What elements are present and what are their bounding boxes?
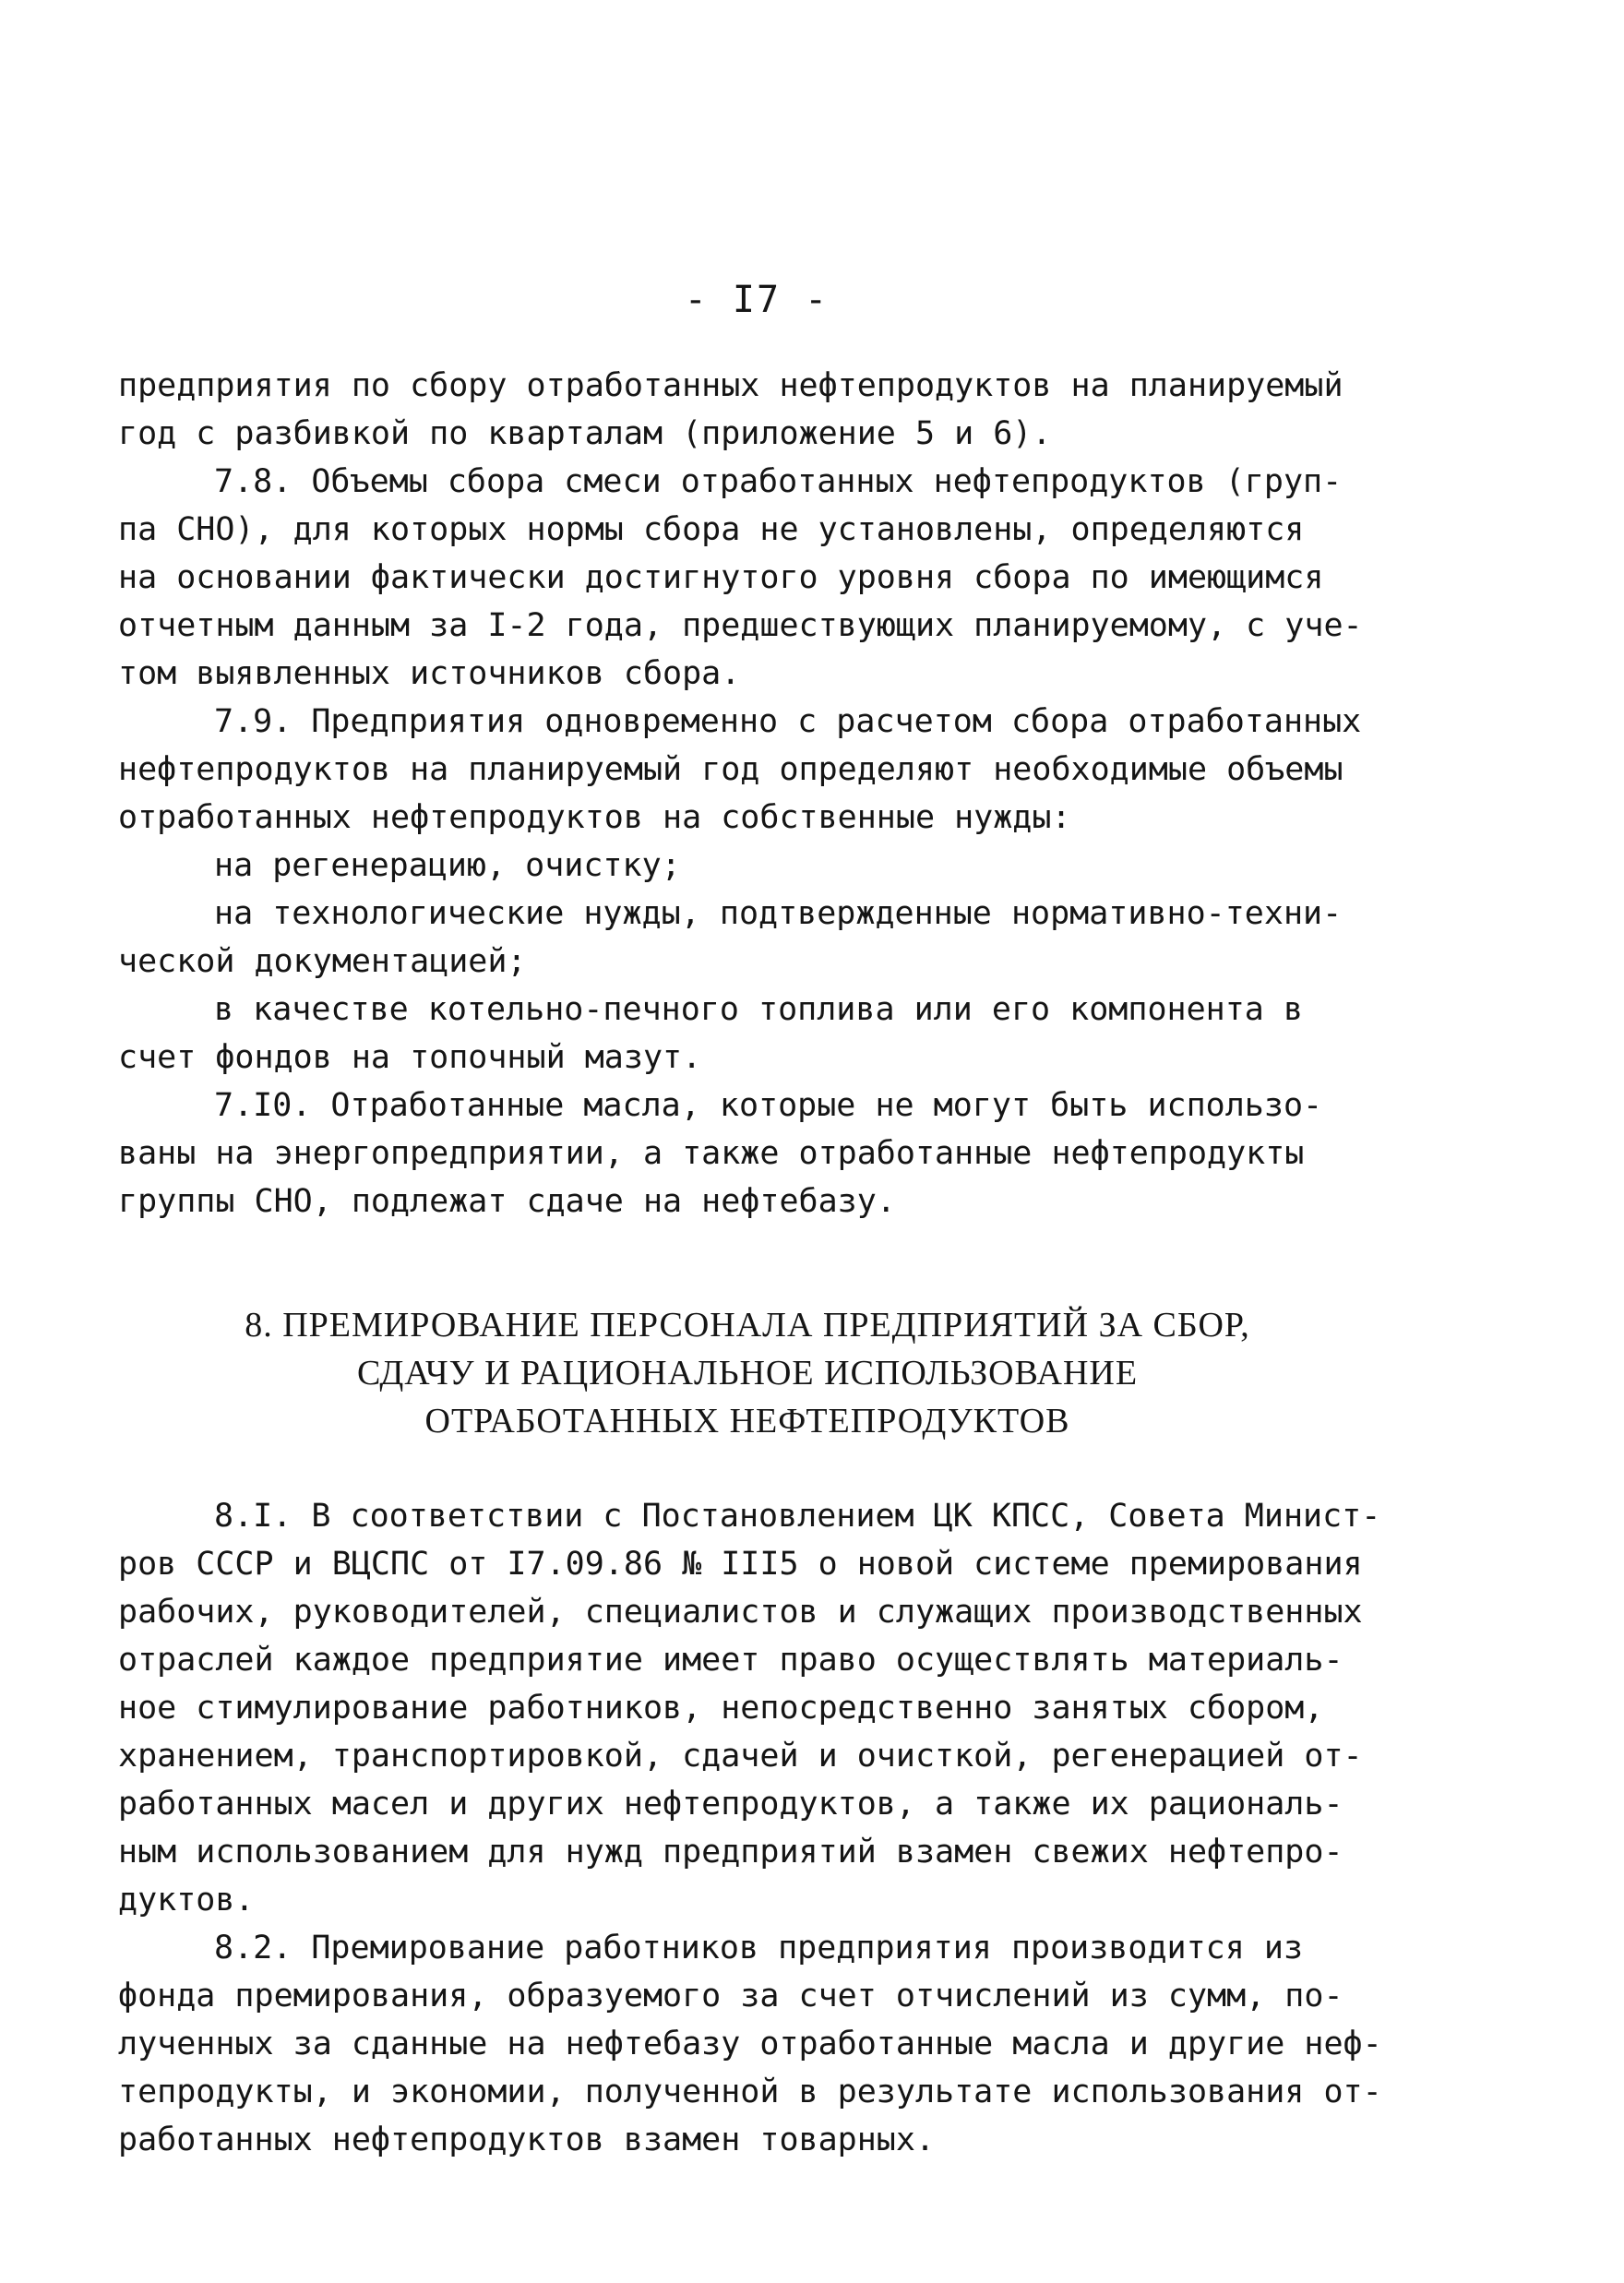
- text-line: ческой документацией;: [118, 943, 527, 980]
- section-8-text: [118, 1492, 1410, 2164]
- text-line: лученных за сданные на нефтебазу отработанные масла и другие неф-: [118, 2026, 1382, 2062]
- heading-line: ОТРАБОТАННЫХ НЕФТЕПРОДУКТОВ: [424, 1402, 1070, 1440]
- paragraph-8-1-start: 8.I. В соответствии с Постановлением ЦК КПСС, Совета Минист-: [214, 1498, 1381, 1535]
- text-line: том выявленных источников сбора.: [118, 655, 741, 692]
- text-line: счет фондов на топочный мазут.: [118, 1039, 702, 1076]
- text-line: нефтепродуктов на планируемый год определяют необходимые объемы: [118, 751, 1343, 788]
- section-8-heading: [0, 1301, 1495, 1445]
- text-line: год с разбивкой по кварталам (приложение 5 и 6).: [118, 415, 1052, 452]
- text-line: ров СССР и ВЦСПС от I7.09.86 № III5 о новой системе премирования: [118, 1546, 1363, 1583]
- paragraph-7-8-start: 7.8. Объемы сбора смеси отработанных нефтепродуктов (груп-: [214, 463, 1343, 500]
- heading-line: СДАЧУ И РАЦИОНАЛЬНОЕ ИСПОЛЬЗОВАНИЕ: [356, 1354, 1139, 1393]
- list-item: на технологические нужды, подтвержденные нормативно-техни-: [214, 895, 1343, 932]
- text-line: ное стимулирование работников, непосредственно занятых сбором,: [118, 1690, 1324, 1727]
- text-line: па СНО), для которых нормы сбора не установлены, определяются: [118, 511, 1305, 548]
- text-line: отраслей каждое предприятие имеет право осуществлять материаль-: [118, 1642, 1343, 1679]
- text-line: группы СНО, подлежат сдаче на нефтебазу.: [118, 1183, 896, 1220]
- text-line: отработанных нефтепродуктов на собственные нужды:: [118, 799, 1071, 836]
- text-line: работанных нефтепродуктов взамен товарных.: [118, 2122, 936, 2158]
- text-line: хранением, транспортировкой, сдачей и очисткой, регенерацией от-: [118, 1738, 1363, 1775]
- text-line: фонда премирования, образуемого за счет отчислений из сумм, по-: [118, 1978, 1343, 2014]
- text-line: работанных масел и других нефтепродуктов, а также их рациональ-: [118, 1786, 1343, 1823]
- paragraph-8-2-start: 8.2. Премирование работников предприятия производится из: [214, 1930, 1304, 1966]
- text-line: отчетным данным за I-2 года, предшествующих планируемому, с уче-: [118, 607, 1363, 644]
- heading-line: 8. ПРЕМИРОВАНИЕ ПЕРСОНАЛА ПРЕДПРИЯТИЙ ЗА СБОР,: [245, 1306, 1250, 1345]
- paragraph-7-9-start: 7.9. Предприятия одновременно с расчетом сбора отработанных: [214, 703, 1362, 740]
- list-item: на регенерацию, очистку;: [214, 847, 681, 884]
- paragraph-7-10-start: 7.I0. Отработанные масла, которые не могут быть использо-: [214, 1087, 1323, 1124]
- text-line: предприятия по сбору отработанных нефтепродуктов на планируемый: [118, 367, 1343, 404]
- text-line: тепродукты, и экономии, полученной в результате использования от-: [118, 2074, 1382, 2110]
- text-line: ваны на энергопредприятии, а также отработанные нефтепродукты: [118, 1135, 1305, 1172]
- text-line: ным использованием для нужд предприятий взамен свежих нефтепро-: [118, 1834, 1343, 1871]
- text-line: дуктов.: [118, 1882, 255, 1918]
- text-line: рабочих, руководителей, специалистов и служащих производственных: [118, 1594, 1363, 1631]
- page-number: - I7 -: [684, 279, 830, 321]
- list-item: в качестве котельно-печного топлива или его компонента в: [214, 991, 1304, 1028]
- section-7-text: [118, 362, 1410, 1225]
- text-line: на основании фактически достигнутого уровня сбора по имеющимся: [118, 559, 1324, 596]
